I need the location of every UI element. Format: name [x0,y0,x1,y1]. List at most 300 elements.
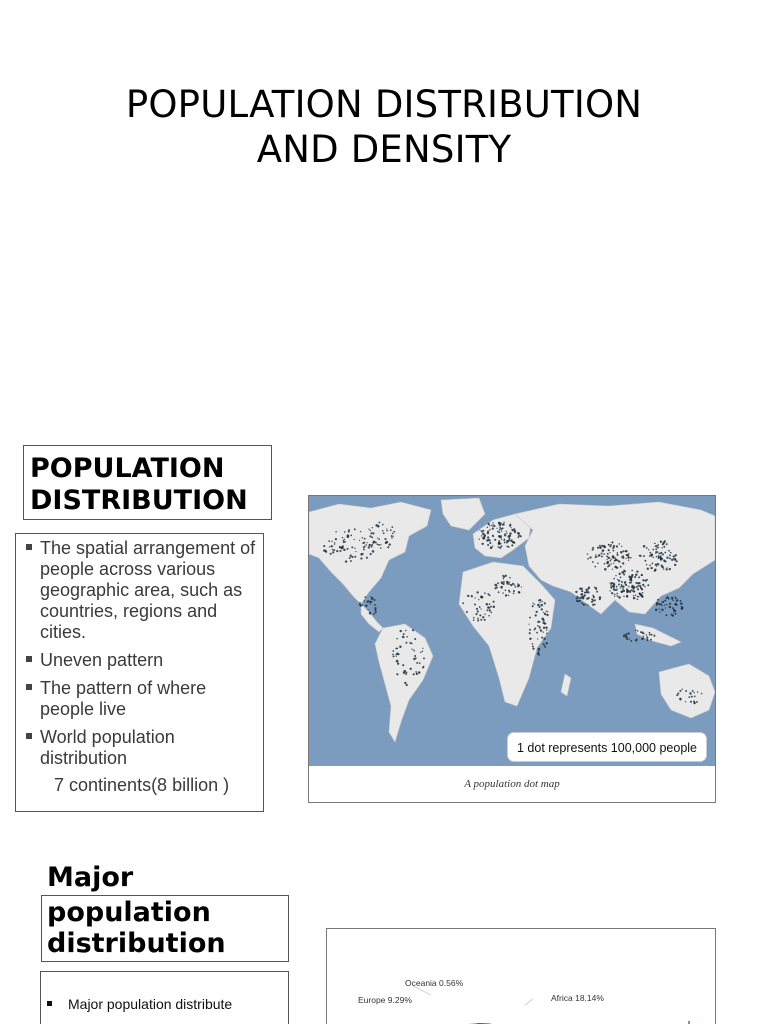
population-dot [532,648,534,650]
population-dot [487,544,489,546]
population-dot [681,603,683,605]
population-dot [502,523,504,525]
population-dot [351,546,353,548]
population-dot [543,627,545,629]
population-dot [615,575,616,576]
population-dot [532,605,534,607]
population-dot [587,590,588,591]
population-dot [597,547,599,549]
population-dot [636,586,638,588]
population-dot [622,562,624,564]
population-dot [655,551,657,553]
population-dot [371,598,373,600]
population-dot [359,604,361,606]
population-dot [669,568,671,570]
major-heading: Major [47,862,134,893]
population-dot [666,567,667,568]
population-dot [373,614,374,615]
population-dot [386,528,387,529]
population-dot [592,604,594,606]
major-line-1: population [47,897,211,928]
population-dot [638,582,640,584]
population-dot [540,604,543,607]
population-dot [378,544,380,546]
population-dot [654,634,655,635]
population-dot [374,607,376,609]
population-dot [339,546,341,548]
population-dot [637,598,639,600]
population-dot [674,610,676,612]
population-dot [363,549,365,551]
population-dot [403,633,405,635]
population-dot [493,605,496,608]
population-dot [391,537,393,539]
population-dot [628,557,630,559]
pie-image [327,929,715,1024]
population-dot [622,588,624,590]
population-dot [508,581,510,583]
population-dot [370,532,372,534]
population-dot [486,609,488,611]
population-dot [375,541,377,543]
population-dot [366,544,368,546]
population-dot [323,545,325,547]
population-dot [691,696,693,698]
population-dot [617,554,619,556]
population-dot [643,637,645,639]
population-dot [369,535,371,537]
page-title [0,82,768,172]
major-bullets [40,971,289,1024]
population-dot [502,583,504,585]
population-dot [613,587,614,588]
population-dot [672,607,674,609]
population-dot [581,590,583,592]
population-dot [406,636,408,638]
population-dot [529,632,531,634]
population-dot [617,552,619,554]
population-dot [493,536,494,537]
population-dot [667,596,669,598]
population-dot [539,606,541,608]
population-dot [587,553,589,555]
population-dot [619,543,621,545]
population-dot [648,549,649,550]
population-dot [371,601,373,603]
population-dot [610,563,611,564]
bullet-square-icon [26,733,32,739]
population-dot [367,609,368,610]
population-dot [506,582,508,584]
population-dot [498,591,500,593]
population-dot [649,555,651,557]
population-dot [336,550,338,552]
population-dot [373,599,375,601]
population-dot [489,609,491,611]
population-dot [538,599,540,601]
population-dot [334,544,335,545]
title-line-1: POPULATION DISTRIBUTION [125,83,643,126]
population-dot [480,608,481,609]
population-dot [642,579,644,581]
population-dot [692,690,694,692]
population-dot [584,594,586,596]
population-dot [396,656,397,657]
population-dot [694,692,695,693]
population-dot [599,546,601,548]
population-dot [506,545,508,547]
population-dot [532,603,533,604]
population-dot [638,585,640,587]
population-dot [383,532,385,534]
population-dot [392,650,394,652]
population-dot [655,609,658,612]
population-dot [540,599,541,600]
population-dot [473,619,475,621]
list-item [23,727,257,769]
population-dot [511,529,513,531]
population-dot [641,574,643,576]
population-dot [619,573,621,575]
population-dot [610,544,611,545]
population-dot [685,690,687,692]
population-dot [612,542,613,543]
population-dot [503,578,504,579]
population-dot [675,554,677,556]
population-dot [673,612,674,613]
population-dot [663,568,665,570]
population-dot [662,553,664,555]
population-dot [423,666,425,668]
population-dot [510,527,511,528]
population-dot [359,540,360,541]
population-dot [422,651,423,652]
population-dot [519,533,521,535]
population-dot [476,591,478,593]
population-dot [664,600,666,602]
population-dot [473,617,475,619]
major-bullet-text: Major population distribute [68,996,233,1012]
population-dot [518,536,520,538]
population-dot [486,603,489,606]
population-dot [628,553,629,554]
population-dot [649,634,651,636]
population-dot [660,552,662,554]
population-dot [576,600,578,602]
population-dot [496,528,497,529]
population-dot [411,648,412,649]
population-dot [655,545,657,547]
population-dot [609,582,610,583]
population-dot [359,602,361,604]
population-dot [536,611,538,613]
population-dot [405,673,407,675]
population-dot [622,585,624,587]
population-dot [399,646,401,648]
population-dot [647,584,649,586]
population-dot [636,570,638,572]
population-dot [536,632,538,634]
distribution-bullets [15,533,264,812]
population-dot [597,562,599,564]
population-dot [347,534,350,537]
population-dot [611,592,612,593]
population-dot [643,555,645,557]
population-dot [657,551,658,552]
population-dot [420,652,422,654]
population-dot [339,550,341,552]
population-dot [649,632,651,634]
population-dot [532,645,534,647]
map-legend-note: 1 dot represents 100,000 people [507,732,707,762]
population-dot [660,559,662,561]
population-dot [508,538,510,540]
population-dot [655,548,657,550]
population-dot [350,561,351,562]
population-dot [682,689,683,690]
population-dot [494,587,496,589]
population-dot [545,623,546,624]
population-dot [489,539,491,541]
population-dot [546,614,548,616]
population-dot [661,565,663,567]
population-dot [542,631,543,632]
population-dot [601,545,603,547]
population-dot [581,593,583,595]
population-dot [626,596,628,598]
population-dot [659,612,660,613]
population-dot [586,597,588,599]
population-dot [693,700,695,702]
population-dot [529,629,531,631]
population-dot [509,532,511,534]
population-dot [638,576,640,578]
pie-label-oceania: Oceania 0.56% [405,978,464,988]
population-dot [583,604,585,606]
population-dot [627,632,629,634]
population-dot [609,590,610,591]
population-dot [631,570,633,572]
population-dot [612,569,613,570]
population-dot [635,574,637,576]
population-dot [663,546,665,548]
population-dot [578,597,579,598]
population-dot [599,545,601,547]
population-dot [647,567,649,569]
population-dot [331,541,332,542]
population-dot [628,560,629,561]
population-dot [616,595,618,597]
population-dot [360,531,361,532]
population-dot [364,600,365,601]
population-dot [598,554,601,557]
population-dot [624,570,626,572]
population-dot [501,528,503,530]
population-dot [620,551,623,554]
population-dot [575,591,577,593]
population-dot [545,627,547,629]
population-dot [676,604,678,606]
population-dot [489,607,491,609]
population-dot [481,535,482,536]
population-dot [479,614,481,616]
population-dot [637,588,639,590]
population-dot [669,554,671,556]
population-dot [666,604,668,606]
population-dot [497,582,499,584]
population-dot [630,640,632,642]
population-dot [660,541,662,543]
population-dot [539,621,540,622]
population-dot [462,602,464,604]
population-dot [631,589,633,591]
population-dot [607,566,609,568]
population-dot [614,596,615,597]
population-dot [325,551,327,553]
population-dot [499,535,501,537]
population-dot [387,546,389,548]
population-dot [489,603,491,605]
population-dot [475,613,477,615]
population-dot [385,541,388,544]
population-dot [494,584,497,587]
population-dot [642,632,643,633]
population-dot [372,532,374,534]
population-dot [532,643,534,645]
population-dot [626,638,628,640]
population-dot [503,522,504,523]
population-dot [350,535,352,537]
population-dot [466,611,468,613]
population-dot [674,564,676,566]
population-dot [658,603,660,605]
population-dot [646,636,647,637]
population-dot [675,613,677,615]
population-dot [647,639,648,640]
population-dot [652,549,654,551]
population-dot [404,682,406,684]
population-dot [613,584,614,585]
population-dot [629,582,631,584]
population-dot [662,544,663,545]
population-dot [576,596,578,598]
population-dot [541,608,543,610]
population-dot [416,674,418,676]
population-dot [694,696,696,698]
population-dot [676,560,678,562]
population-dot [371,546,373,548]
population-dot [396,660,399,663]
population-dot [646,564,647,565]
population-dot [519,592,521,594]
population-dot [596,556,597,557]
population-dot [618,596,621,599]
population-dot [413,673,415,675]
population-dot [668,598,669,599]
population-dot [608,549,610,551]
population-dot [603,553,605,555]
population-dot [355,551,356,552]
population-dot [505,589,507,591]
population-dot [614,594,616,596]
population-dot [487,536,489,538]
population-dot [541,601,543,603]
population-dot [416,662,418,664]
population-dot [405,671,407,673]
population-dot [482,596,484,598]
population-dot [484,613,485,614]
population-dot [596,589,597,590]
population-dot-map [308,495,716,803]
population-dot [623,550,625,552]
population-dot [380,544,381,545]
population-dot [649,564,651,566]
population-dot [517,585,519,587]
population-dot [371,536,373,538]
population-dot [508,595,509,596]
population-dot [493,525,495,527]
population-dot [619,561,620,562]
population-dot [369,544,370,545]
population-dot [656,604,658,606]
population-dot [610,558,611,559]
population-dot [659,608,660,609]
population-dot [405,642,407,644]
population-dot [484,592,486,594]
population-dot [628,590,630,592]
population-dot [666,568,668,570]
population-dot [362,537,364,539]
population-dot [546,632,548,634]
population-dot [643,545,646,548]
population-dot [514,585,515,586]
population-dot [681,608,683,610]
population-dot [643,633,645,635]
population-dot [655,553,656,554]
population-dot [492,522,493,523]
title-line-2: AND DENSITY [256,128,512,171]
population-dot [486,539,488,541]
population-dot [504,539,505,540]
population-dot [363,542,365,544]
population-dot [392,653,394,655]
population-dot [661,605,662,606]
map-caption: A population dot map [464,778,560,790]
population-dot [669,606,670,607]
population-dot [393,531,395,533]
pie-label-europe: Europe 9.29% [358,995,412,1005]
population-dot [585,603,586,604]
population-dot [594,587,596,589]
population-dot [589,556,591,558]
population-dot [592,548,594,550]
population-dot [487,532,489,534]
bullet-list [23,538,257,769]
population-dot [396,638,398,640]
population-dot [630,577,632,579]
population-dot [621,591,624,594]
population-dot [664,540,666,542]
population-dot [515,586,517,588]
population-dot [652,563,654,565]
population-dot [480,619,482,621]
population-dot [504,541,506,543]
population-dot [633,597,636,600]
population-dot [334,542,335,543]
population-dot [393,536,394,537]
population-dot [616,545,618,547]
population-dot [378,522,380,524]
